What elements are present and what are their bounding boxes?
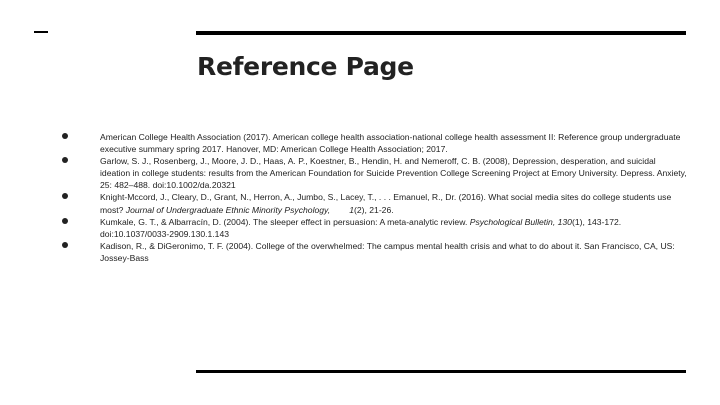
- reference-text-end: (2), 21-26.: [353, 204, 394, 215]
- slide-title: Reference Page: [197, 52, 414, 81]
- bottom-rule-divider: [196, 370, 686, 373]
- reference-item-5: [62, 240, 687, 264]
- reference-text: American College Health Association (2017). American college health association-national college health assessment II: Reference group undergraduate executive summary spring 2017. Hanover, MD: American College Health Association; 2017.: [100, 132, 681, 155]
- reference-text: Garlow, S. J., Rosenberg, J., Moore, J. D., Haas, A. P., Koestner, B., Hendin, H. and Nemeroff, C. B. (2008), Depression, desperation, and suicidal ideation in college students: results from the American Foundation for Suicide Prevention College Screening Project at Emory University. Depress. Anxiety, 25: 482–488. doi:10.1002/da.20321: [100, 156, 687, 191]
- bullet-icon: [62, 218, 68, 224]
- reference-item-1: [62, 131, 687, 155]
- top-rule-divider: [196, 31, 686, 35]
- reference-text-end: (1), 143-172. doi:10.1037/0033-2909.130.1.143: [100, 216, 622, 239]
- reference-text-start: Kumkale, G. T., & Albarracín, D. (2004). The sleeper effect in persuasion: A meta-analytic review.: [100, 216, 470, 227]
- reference-list: [62, 131, 687, 264]
- journal-volume: 1: [349, 204, 354, 215]
- journal-title: Psychological Bulletin, 130: [469, 216, 572, 227]
- reference-item-2: [62, 155, 687, 191]
- corner-dash-decoration: [34, 31, 48, 33]
- bullet-icon: [62, 242, 68, 248]
- reference-text-start: Knight-Mccord, J., Cleary, D., Grant, N., Herron, A., Jumbo, S., Lacey, T., . . . Emanuel, R., Dr. (2016). What social media sites do college students use most?: [100, 192, 672, 215]
- reference-item-4: [62, 216, 687, 240]
- reference-text: Kadison, R., & DiGeronimo, T. F. (2004). College of the overwhelmed: The campus mental health crisis and what to do about it. San Francisco, CA, US: Jossey-Bass: [100, 240, 675, 263]
- journal-title: Journal of Undergraduate Ethnic Minority Psychology,: [125, 204, 331, 215]
- reference-item-3: [62, 191, 687, 215]
- bullet-icon: [62, 133, 68, 139]
- bullet-icon: [62, 157, 68, 163]
- bullet-icon: [62, 193, 68, 199]
